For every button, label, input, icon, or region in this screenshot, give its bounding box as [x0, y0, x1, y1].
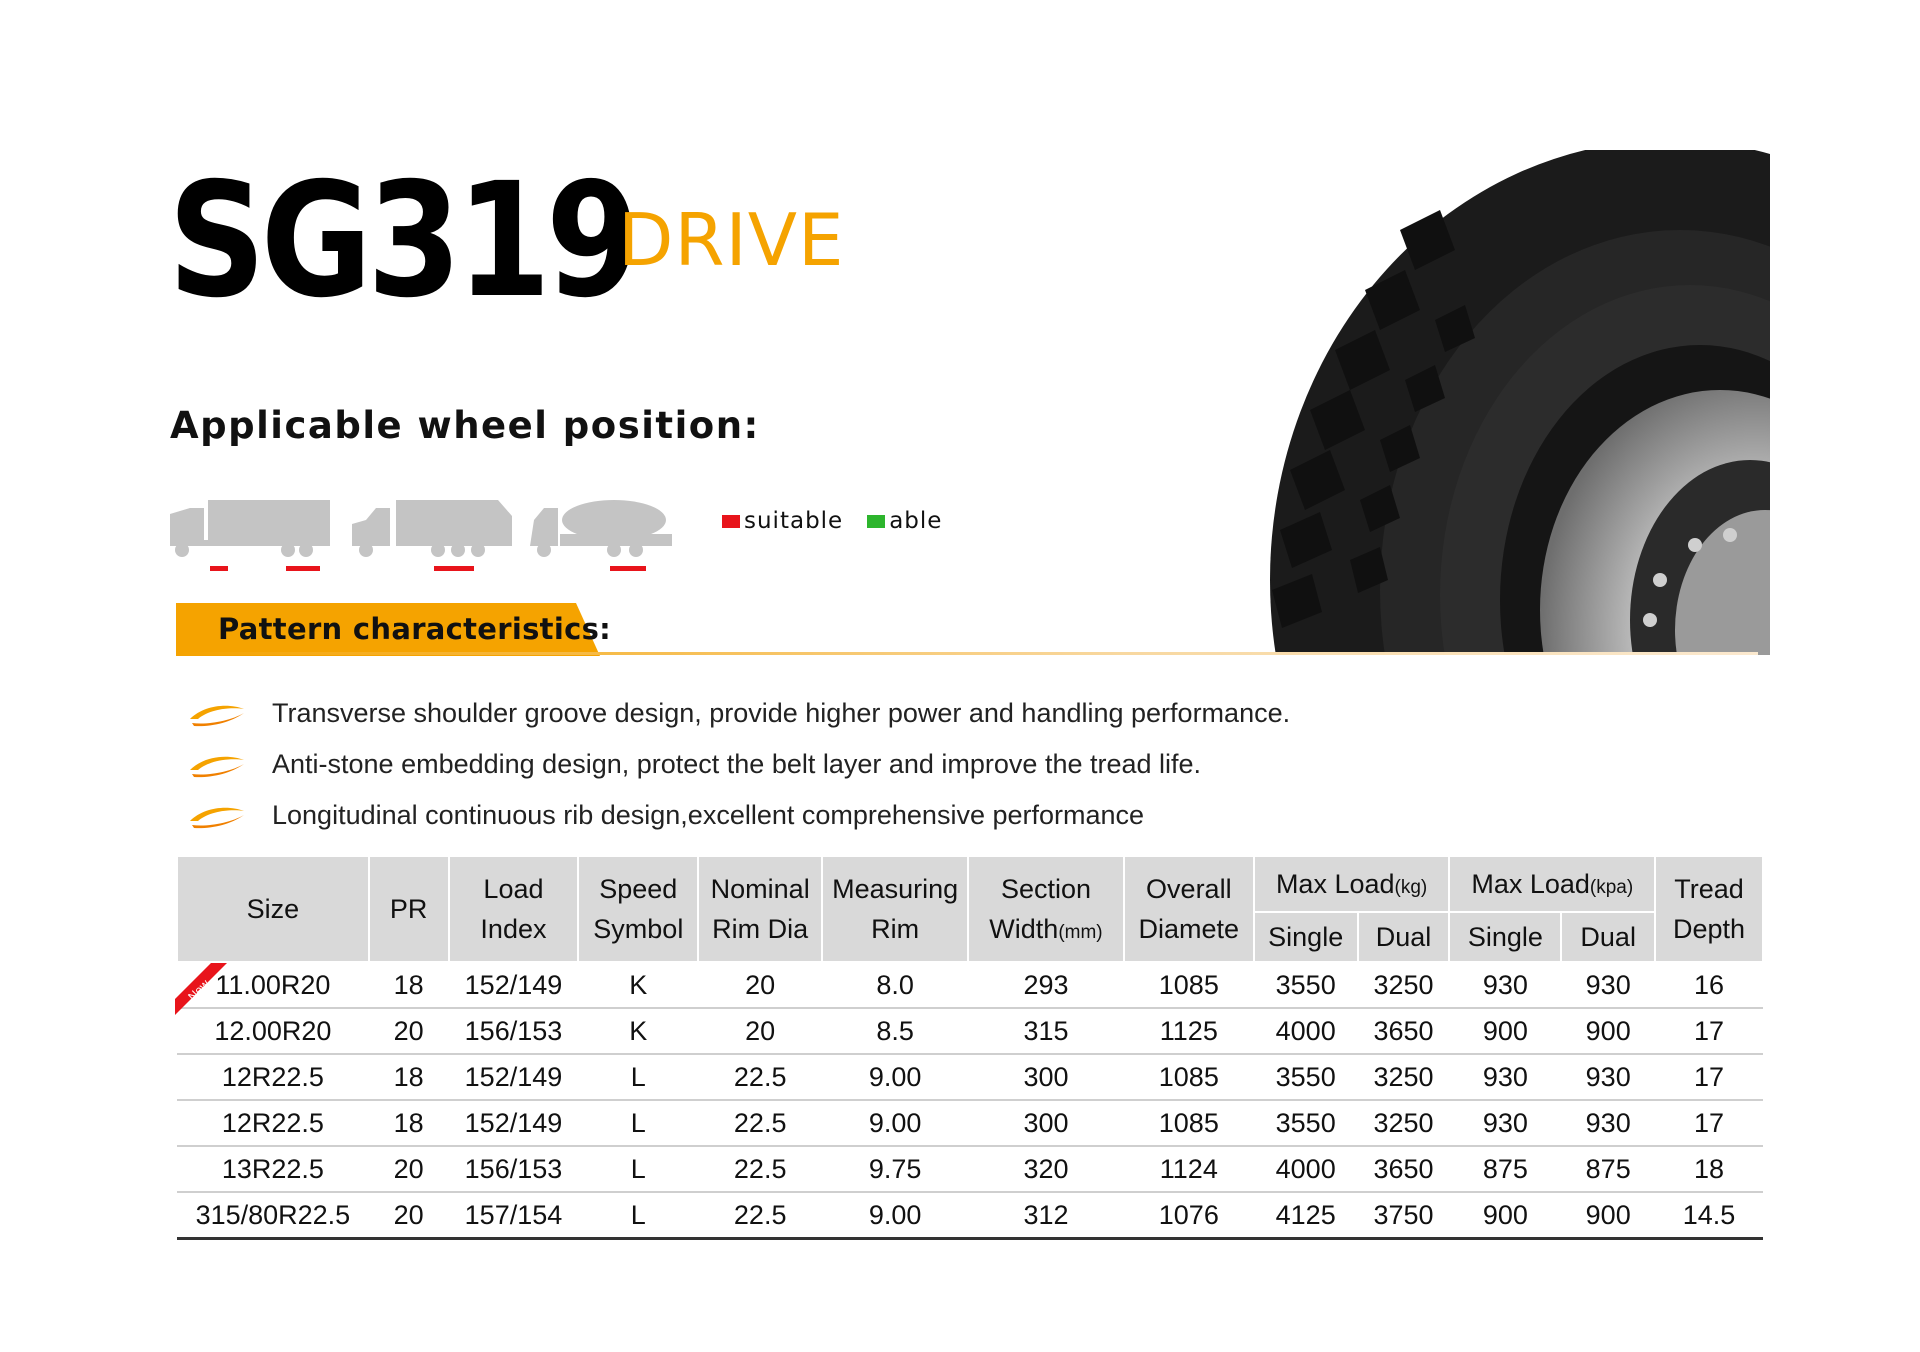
cell-kg-dual: 3250: [1358, 1100, 1450, 1146]
table-row: [177, 1146, 1763, 1192]
cell-speed-symbol: L: [578, 1100, 698, 1146]
cell-measuring-rim: 9.75: [822, 1146, 968, 1192]
table-row: [177, 1054, 1763, 1100]
dump-truck-icon: [352, 500, 512, 557]
feature-text: Longitudinal continuous rib design,excellent comprehensive performance: [272, 800, 1145, 830]
wheel-position-title: Applicable wheel position:: [170, 404, 760, 447]
tyre-image: [1250, 150, 1770, 655]
cell-tread-depth: 18: [1655, 1146, 1763, 1192]
tractor-trailer-icon: [170, 500, 330, 557]
table-row: [177, 1192, 1763, 1239]
cell-measuring-rim: 8.0: [822, 962, 968, 1008]
cell-kpa-single: 900: [1449, 1008, 1561, 1054]
cell-section-width: 293: [968, 962, 1124, 1008]
cell-kpa-single: 930: [1449, 1100, 1561, 1146]
cell-speed-symbol: K: [578, 1008, 698, 1054]
table-row: [177, 1100, 1763, 1146]
col-kpa-dual: Dual: [1561, 912, 1655, 962]
col-pr: PR: [369, 856, 449, 962]
cell-kpa-dual: 930: [1561, 1054, 1655, 1100]
cell-pr: 18: [369, 1054, 449, 1100]
col-max-load-kpa: Max Load(kpa): [1449, 856, 1655, 912]
legend-suitable-swatch: [722, 515, 740, 528]
cell-section-width: 312: [968, 1192, 1124, 1239]
feature-item: [186, 790, 1290, 841]
position-legend: [722, 508, 966, 534]
cell-kpa-single: 900: [1449, 1192, 1561, 1239]
cell-rim-dia: 20: [698, 962, 822, 1008]
cell-tread-depth: 17: [1655, 1008, 1763, 1054]
col-measuring-rim: Measuring Rim: [822, 856, 968, 962]
cell-rim-dia: 22.5: [698, 1054, 822, 1100]
col-section-width: Section Width(mm): [968, 856, 1124, 962]
cell-load-index: 152/149: [449, 962, 579, 1008]
cell-kpa-single: 930: [1449, 1054, 1561, 1100]
cell-measuring-rim: 9.00: [822, 1100, 968, 1146]
cell-rim-dia: 22.5: [698, 1192, 822, 1239]
legend-able-label: able: [889, 508, 943, 534]
col-speed-symbol: Speed Symbol: [578, 856, 698, 962]
cell-speed-symbol: L: [578, 1054, 698, 1100]
cell-kg-dual: 3250: [1358, 962, 1450, 1008]
cell-size: 12.00R20: [177, 1008, 369, 1054]
cell-load-index: 152/149: [449, 1100, 579, 1146]
model-name: SG319: [168, 149, 636, 333]
swoosh-icon: [186, 750, 248, 780]
cell-speed-symbol: L: [578, 1192, 698, 1239]
cell-kg-single: 4000: [1254, 1146, 1358, 1192]
feature-text: Transverse shoulder groove design, provide higher power and handling performance.: [272, 698, 1291, 728]
feature-item: [186, 688, 1290, 739]
cell-tread-depth: 16: [1655, 962, 1763, 1008]
cell-size: 13R22.5: [177, 1146, 369, 1192]
cell-overall-diameter: 1076: [1124, 1192, 1254, 1239]
cell-size: 12R22.5: [177, 1054, 369, 1100]
col-load-index: Load Index: [449, 856, 579, 962]
spec-table-body: [177, 962, 1763, 1239]
cell-overall-diameter: 1124: [1124, 1146, 1254, 1192]
table-row: [177, 1008, 1763, 1054]
cell-speed-symbol: K: [578, 962, 698, 1008]
cell-measuring-rim: 9.00: [822, 1054, 968, 1100]
cell-kpa-single: 875: [1449, 1146, 1561, 1192]
cell-size: [177, 962, 369, 1008]
cell-kg-dual: 3650: [1358, 1146, 1450, 1192]
cell-kpa-single: 930: [1449, 962, 1561, 1008]
col-rim-dia: Nominal Rim Dia: [698, 856, 822, 962]
cell-kg-dual: 3250: [1358, 1054, 1450, 1100]
cell-load-index: 156/153: [449, 1146, 579, 1192]
cell-tread-depth: 17: [1655, 1054, 1763, 1100]
cell-tread-depth: 14.5: [1655, 1192, 1763, 1239]
cell-overall-diameter: 1085: [1124, 1054, 1254, 1100]
size-value: 11.00R20: [215, 969, 331, 1000]
new-badge-label: New: [185, 976, 213, 1004]
col-kpa-single: Single: [1449, 912, 1561, 962]
swoosh-icon: [186, 801, 248, 831]
cell-kpa-dual: 930: [1561, 1100, 1655, 1146]
cell-section-width: 315: [968, 1008, 1124, 1054]
cell-kg-single: 3550: [1254, 1054, 1358, 1100]
feature-item: [186, 739, 1290, 790]
cell-section-width: 300: [968, 1100, 1124, 1146]
cell-overall-diameter: 1085: [1124, 1100, 1254, 1146]
col-overall-diameter: Overall Diamete: [1124, 856, 1254, 962]
vehicle-icons: [168, 494, 678, 574]
pattern-divider: [176, 652, 1758, 655]
cell-kpa-dual: 875: [1561, 1146, 1655, 1192]
col-max-load-kg: Max Load(kg): [1254, 856, 1450, 912]
mixer-truck-icon: [530, 500, 672, 557]
cell-rim-dia: 22.5: [698, 1146, 822, 1192]
cell-overall-diameter: 1125: [1124, 1008, 1254, 1054]
cell-rim-dia: 22.5: [698, 1100, 822, 1146]
cell-tread-depth: 17: [1655, 1100, 1763, 1146]
cell-kg-dual: 3650: [1358, 1008, 1450, 1054]
cell-measuring-rim: 9.00: [822, 1192, 968, 1239]
pattern-title: Pattern characteristics:: [218, 612, 612, 646]
cell-pr: 20: [369, 1192, 449, 1239]
cell-kg-dual: 3750: [1358, 1192, 1450, 1239]
cell-overall-diameter: 1085: [1124, 962, 1254, 1008]
cell-load-index: 157/154: [449, 1192, 579, 1239]
cell-section-width: 320: [968, 1146, 1124, 1192]
legend-able-swatch: [867, 515, 885, 528]
cell-kpa-dual: 900: [1561, 1008, 1655, 1054]
col-tread-depth: Tread Depth: [1655, 856, 1763, 962]
col-size: Size: [177, 856, 369, 962]
feature-text: Anti-stone embedding design, protect the belt layer and improve the tread life.: [272, 749, 1202, 779]
cell-pr: 18: [369, 962, 449, 1008]
cell-measuring-rim: 8.5: [822, 1008, 968, 1054]
cell-load-index: 152/149: [449, 1054, 579, 1100]
cell-section-width: 300: [968, 1054, 1124, 1100]
cell-kpa-dual: 900: [1561, 1192, 1655, 1239]
cell-kpa-dual: 930: [1561, 962, 1655, 1008]
cell-size: 12R22.5: [177, 1100, 369, 1146]
cell-kg-single: 3550: [1254, 962, 1358, 1008]
swoosh-icon: [186, 699, 248, 729]
cell-kg-single: 4000: [1254, 1008, 1358, 1054]
new-badge: [175, 963, 227, 1015]
col-kg-single: Single: [1254, 912, 1358, 962]
cell-kg-single: 4125: [1254, 1192, 1358, 1239]
cell-rim-dia: 20: [698, 1008, 822, 1054]
position-type: DRIVE: [618, 198, 845, 282]
col-kg-dual: Dual: [1358, 912, 1450, 962]
table-row: [177, 962, 1763, 1008]
feature-list: [186, 688, 1290, 841]
cell-pr: 20: [369, 1146, 449, 1192]
cell-kg-single: 3550: [1254, 1100, 1358, 1146]
cell-speed-symbol: L: [578, 1146, 698, 1192]
cell-size: 315/80R22.5: [177, 1192, 369, 1239]
spec-table: [176, 855, 1764, 1240]
cell-load-index: 156/153: [449, 1008, 579, 1054]
cell-pr: 20: [369, 1008, 449, 1054]
cell-pr: 18: [369, 1100, 449, 1146]
legend-suitable-label: suitable: [744, 508, 844, 534]
